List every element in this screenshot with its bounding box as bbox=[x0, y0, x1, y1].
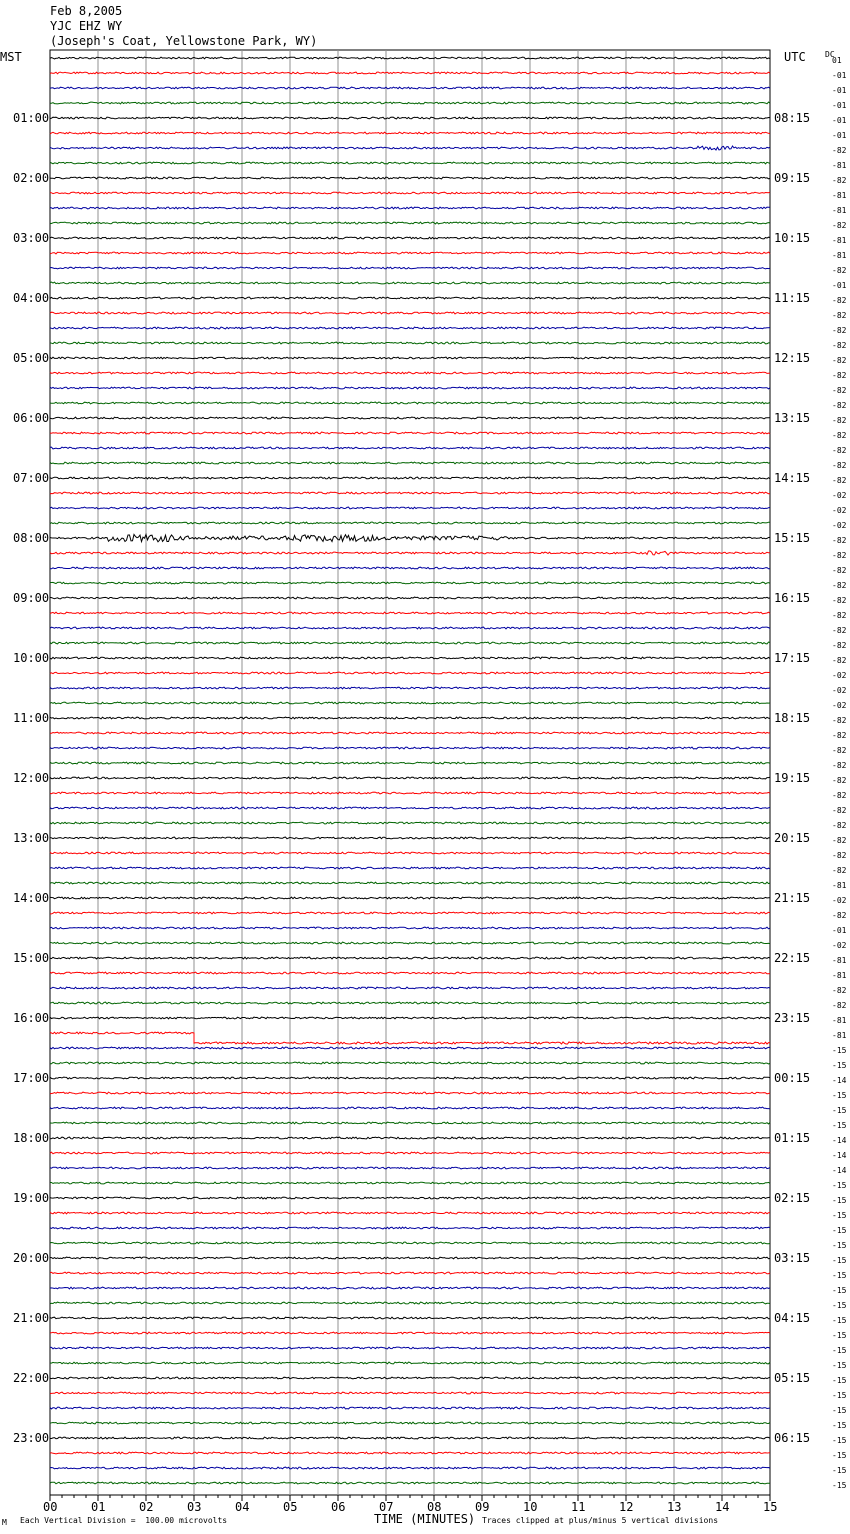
x-tick-label: 00 bbox=[43, 1500, 58, 1514]
dc-offset-label: -02 bbox=[832, 491, 847, 500]
trace-row bbox=[50, 1212, 770, 1214]
right-hour-label: 23:15 bbox=[774, 1011, 811, 1025]
dc-offset-label: -15 bbox=[832, 1391, 847, 1400]
trace-row bbox=[50, 462, 770, 464]
trace-row bbox=[50, 432, 770, 434]
x-tick-label: 03 bbox=[187, 1500, 202, 1514]
dc-offset-label: -82 bbox=[832, 776, 847, 785]
trace-row bbox=[50, 117, 770, 119]
trace-row bbox=[50, 1377, 770, 1379]
trace-row bbox=[50, 252, 770, 254]
dc-offset-label: -15 bbox=[832, 1466, 847, 1475]
trace-row bbox=[50, 717, 770, 719]
dc-offset-label: -81 bbox=[832, 236, 847, 245]
dc-offset-label: -82 bbox=[832, 851, 847, 860]
left-hour-label: 21:00 bbox=[13, 1311, 50, 1325]
trace-row bbox=[50, 822, 770, 824]
dc-offset-label: -81 bbox=[832, 191, 847, 200]
trace-row bbox=[50, 942, 770, 944]
x-tick-label: 15 bbox=[763, 1500, 778, 1514]
right-hour-label: 00:15 bbox=[774, 1071, 811, 1085]
trace-row bbox=[50, 132, 770, 134]
dc-offset-label: -82 bbox=[832, 536, 847, 545]
trace-row bbox=[50, 807, 770, 809]
dc-offset-label: -02 bbox=[832, 941, 847, 950]
trace-row bbox=[50, 1347, 770, 1349]
left-hour-label: 03:00 bbox=[13, 231, 50, 245]
dc-offset-label: -15 bbox=[832, 1361, 847, 1370]
dc-offset-label: -82 bbox=[832, 596, 847, 605]
left-hour-label: 13:00 bbox=[13, 831, 50, 845]
trace-row bbox=[50, 1257, 770, 1259]
trace-row bbox=[50, 1272, 770, 1274]
trace-row bbox=[50, 192, 770, 194]
dc-offset-label: -81 bbox=[832, 161, 847, 170]
left-hour-label: 23:00 bbox=[13, 1431, 50, 1445]
trace-row bbox=[50, 492, 770, 494]
trace-row bbox=[50, 522, 770, 524]
dc-offset-label: -02 bbox=[832, 686, 847, 695]
trace-row bbox=[50, 387, 770, 389]
dc-offset-label: -15 bbox=[832, 1286, 847, 1295]
dc-offset-label: 01 bbox=[832, 56, 842, 65]
trace-row bbox=[50, 732, 770, 734]
trace-row bbox=[50, 417, 770, 419]
dc-offset-label: -01 bbox=[832, 101, 847, 110]
trace-row bbox=[50, 1227, 770, 1229]
dc-offset-label: -15 bbox=[832, 1301, 847, 1310]
dc-offset-label: -82 bbox=[832, 476, 847, 485]
dc-offset-label: -82 bbox=[832, 296, 847, 305]
dc-offset-label: -15 bbox=[832, 1346, 847, 1355]
trace-row bbox=[50, 1182, 770, 1184]
dc-offset-label: -82 bbox=[832, 641, 847, 650]
x-tick-label: 10 bbox=[523, 1500, 538, 1514]
trace-row bbox=[50, 507, 770, 509]
trace-row bbox=[50, 672, 770, 674]
dc-offset-label: -82 bbox=[832, 356, 847, 365]
trace-row bbox=[50, 882, 770, 884]
chart-location: (Joseph's Coat, Yellowstone Park, WY) bbox=[50, 34, 318, 48]
trace-row bbox=[50, 1197, 770, 1199]
right-hour-label: 01:15 bbox=[774, 1131, 811, 1145]
dc-offset-label: -15 bbox=[832, 1271, 847, 1280]
trace-row bbox=[50, 582, 770, 584]
trace-row bbox=[50, 327, 770, 329]
dc-offset-label: -01 bbox=[832, 116, 847, 125]
dc-offset-label: -15 bbox=[832, 1046, 847, 1055]
trace-row bbox=[50, 762, 770, 764]
dc-offset-label: -82 bbox=[832, 911, 847, 920]
trace-row bbox=[50, 162, 770, 164]
right-hour-label: 20:15 bbox=[774, 831, 811, 845]
dc-offset-label: -14 bbox=[832, 1136, 847, 1145]
trace-row bbox=[50, 237, 770, 239]
trace-row bbox=[50, 1287, 770, 1289]
right-hour-label: 04:15 bbox=[774, 1311, 811, 1325]
x-tick-label: 07 bbox=[379, 1500, 394, 1514]
trace-row bbox=[50, 897, 770, 899]
right-hour-label: 22:15 bbox=[774, 951, 811, 965]
dc-offset-label: -82 bbox=[832, 611, 847, 620]
right-hour-label: 06:15 bbox=[774, 1431, 811, 1445]
left-hour-label: 12:00 bbox=[13, 771, 50, 785]
trace-row bbox=[50, 1137, 770, 1139]
dc-offset-label: -01 bbox=[832, 281, 847, 290]
dc-offset-label: -14 bbox=[832, 1166, 847, 1175]
trace-row bbox=[50, 372, 770, 374]
dc-offset-label: -02 bbox=[832, 671, 847, 680]
left-hour-label: 04:00 bbox=[13, 291, 50, 305]
trace-row bbox=[50, 297, 770, 299]
trace-row bbox=[50, 987, 770, 989]
trace-row bbox=[50, 1332, 770, 1334]
trace-row bbox=[50, 102, 770, 104]
dc-offset-label: -15 bbox=[832, 1241, 847, 1250]
trace-row bbox=[50, 312, 770, 314]
trace-row bbox=[50, 1017, 770, 1019]
trace-row bbox=[50, 282, 770, 284]
dc-offset-label: -81 bbox=[832, 881, 847, 890]
left-hour-label: 07:00 bbox=[13, 471, 50, 485]
trace-row bbox=[50, 1422, 770, 1424]
dc-offset-label: -15 bbox=[832, 1181, 847, 1190]
left-axis-title: MST bbox=[0, 50, 22, 64]
right-hour-label: 14:15 bbox=[774, 471, 811, 485]
dc-offset-label: -82 bbox=[832, 731, 847, 740]
right-hour-label: 11:15 bbox=[774, 291, 811, 305]
dc-offset-label: -14 bbox=[832, 1076, 847, 1085]
right-hour-label: 09:15 bbox=[774, 171, 811, 185]
trace-row bbox=[50, 72, 770, 74]
dc-offset-label: -15 bbox=[832, 1436, 847, 1445]
trace-row bbox=[50, 702, 770, 704]
dc-offset-label: -82 bbox=[832, 806, 847, 815]
dc-offset-label: -15 bbox=[832, 1226, 847, 1235]
clip-note: Traces clipped at plus/minus 5 vertical divisions bbox=[482, 1516, 719, 1525]
dc-offset-label: -15 bbox=[832, 1196, 847, 1205]
left-hour-label: 05:00 bbox=[13, 351, 50, 365]
dc-offset-label: -82 bbox=[832, 266, 847, 275]
dc-offset-label: -82 bbox=[832, 746, 847, 755]
dc-offset-label: -14 bbox=[832, 1151, 847, 1160]
dc-offset-label: -15 bbox=[832, 1121, 847, 1130]
dc-offset-label: -81 bbox=[832, 1031, 847, 1040]
right-hour-label: 16:15 bbox=[774, 591, 811, 605]
trace-row bbox=[50, 1032, 770, 1044]
left-hour-label: 19:00 bbox=[13, 1191, 50, 1205]
dc-offset-label: -15 bbox=[832, 1481, 847, 1490]
dc-offset-label: -82 bbox=[832, 341, 847, 350]
x-tick-label: 09 bbox=[475, 1500, 490, 1514]
trace-row bbox=[50, 477, 770, 479]
trace-row bbox=[50, 357, 770, 359]
dc-offset-label: -01 bbox=[832, 131, 847, 140]
dc-offset-label: -02 bbox=[832, 521, 847, 530]
dc-offset-label: -15 bbox=[832, 1451, 847, 1460]
x-tick-label: 02 bbox=[139, 1500, 154, 1514]
left-hour-label: 20:00 bbox=[13, 1251, 50, 1265]
x-tick-label: 08 bbox=[427, 1500, 442, 1514]
dc-offset-label: -15 bbox=[832, 1106, 847, 1115]
dc-offset-label: -81 bbox=[832, 971, 847, 980]
left-hour-label: 09:00 bbox=[13, 591, 50, 605]
trace-row bbox=[50, 177, 770, 179]
x-tick-label: 04 bbox=[235, 1500, 250, 1514]
dc-offset-label: -82 bbox=[832, 446, 847, 455]
dc-offset-label: -82 bbox=[832, 566, 847, 575]
trace-row bbox=[50, 87, 770, 89]
trace-row bbox=[50, 551, 770, 555]
dc-offset-label: -82 bbox=[832, 311, 847, 320]
right-hour-label: 02:15 bbox=[774, 1191, 811, 1205]
dc-offset-label: -81 bbox=[832, 956, 847, 965]
dc-offset-label: -82 bbox=[832, 1001, 847, 1010]
trace-row bbox=[50, 927, 770, 929]
trace-row bbox=[50, 777, 770, 779]
right-hour-label: 21:15 bbox=[774, 891, 811, 905]
trace-row bbox=[50, 567, 770, 569]
right-hour-label: 13:15 bbox=[774, 411, 811, 425]
left-hour-label: 02:00 bbox=[13, 171, 50, 185]
dc-offset-label: -81 bbox=[832, 1016, 847, 1025]
dc-offset-label: -82 bbox=[832, 401, 847, 410]
dc-offset-label: -15 bbox=[832, 1316, 847, 1325]
right-hour-label: 05:15 bbox=[774, 1371, 811, 1385]
dc-offset-label: -02 bbox=[832, 701, 847, 710]
trace-row bbox=[50, 1452, 770, 1454]
x-tick-label: 01 bbox=[91, 1500, 106, 1514]
dc-offset-label: -82 bbox=[832, 176, 847, 185]
left-hour-label: 15:00 bbox=[13, 951, 50, 965]
left-hour-label: 10:00 bbox=[13, 651, 50, 665]
trace-row bbox=[50, 1122, 770, 1124]
dc-offset-label: -82 bbox=[832, 326, 847, 335]
dc-offset-label: -82 bbox=[832, 221, 847, 230]
trace-row bbox=[50, 1482, 770, 1484]
trace-row bbox=[50, 1062, 770, 1064]
dc-offset-label: -82 bbox=[832, 431, 847, 440]
trace-row bbox=[50, 627, 770, 629]
chart-station: YJC EHZ WY bbox=[50, 19, 123, 33]
trace-row bbox=[50, 267, 770, 269]
dc-offset-label: -82 bbox=[832, 866, 847, 875]
trace-row bbox=[50, 837, 770, 839]
left-hour-label: 16:00 bbox=[13, 1011, 50, 1025]
dc-offset-label: -15 bbox=[832, 1256, 847, 1265]
trace-row bbox=[50, 534, 770, 541]
dc-offset-label: -15 bbox=[832, 1091, 847, 1100]
dc-offset-label: -01 bbox=[832, 71, 847, 80]
trace-row bbox=[50, 1167, 770, 1169]
trace-row bbox=[50, 1152, 770, 1154]
right-hour-label: 12:15 bbox=[774, 351, 811, 365]
right-hour-label: 08:15 bbox=[774, 111, 811, 125]
dc-offset-label: -82 bbox=[832, 821, 847, 830]
trace-row bbox=[50, 657, 770, 659]
x-tick-label: 12 bbox=[619, 1500, 634, 1514]
trace-row bbox=[50, 1407, 770, 1409]
dc-offset-label: -01 bbox=[832, 926, 847, 935]
right-hour-label: 03:15 bbox=[774, 1251, 811, 1265]
trace-row bbox=[50, 747, 770, 749]
dc-offset-label: -15 bbox=[832, 1331, 847, 1340]
x-tick-label: 05 bbox=[283, 1500, 298, 1514]
trace-row bbox=[50, 57, 770, 59]
trace-row bbox=[50, 1107, 770, 1109]
dc-offset-label: -01 bbox=[832, 86, 847, 95]
trace-row bbox=[50, 852, 770, 854]
trace-row bbox=[50, 207, 770, 209]
dc-offset-label: -82 bbox=[832, 416, 847, 425]
x-axis-title: TIME (MINUTES) bbox=[374, 1512, 476, 1526]
x-tick-label: 06 bbox=[331, 1500, 346, 1514]
right-hour-label: 17:15 bbox=[774, 651, 811, 665]
left-hour-label: 18:00 bbox=[13, 1131, 50, 1145]
trace-row bbox=[50, 597, 770, 599]
trace-row bbox=[50, 1242, 770, 1244]
dc-offset-label: -15 bbox=[832, 1061, 847, 1070]
trace-row bbox=[50, 1047, 770, 1049]
dc-offset-label: -82 bbox=[832, 986, 847, 995]
right-hour-label: 15:15 bbox=[774, 531, 811, 545]
left-hour-label: 14:00 bbox=[13, 891, 50, 905]
dc-offset-label: -82 bbox=[832, 836, 847, 845]
trace-row bbox=[50, 612, 770, 614]
trace-row bbox=[50, 1467, 770, 1469]
left-hour-label: 17:00 bbox=[13, 1071, 50, 1085]
dc-offset-label: -82 bbox=[832, 791, 847, 800]
trace-row bbox=[50, 222, 770, 224]
dc-offset-label: -82 bbox=[832, 461, 847, 470]
trace-row bbox=[50, 1077, 770, 1079]
trace-row bbox=[50, 402, 770, 404]
trace-row bbox=[50, 1302, 770, 1304]
trace-row bbox=[50, 792, 770, 794]
dc-offset-label: -02 bbox=[832, 506, 847, 515]
trace-row bbox=[50, 1002, 770, 1004]
dc-offset-label: -82 bbox=[832, 146, 847, 155]
scale-note: Each Vertical Division = 100.00 microvolts bbox=[20, 1516, 228, 1525]
trace-row bbox=[50, 687, 770, 689]
trace-row bbox=[50, 867, 770, 869]
left-hour-label: 01:00 bbox=[13, 111, 50, 125]
trace-row bbox=[50, 642, 770, 644]
dc-offset-label: -15 bbox=[832, 1406, 847, 1415]
trace-row bbox=[50, 1092, 770, 1094]
dc-offset-label: -82 bbox=[832, 581, 847, 590]
trace-row bbox=[50, 1362, 770, 1364]
dc-offset-label: -82 bbox=[832, 626, 847, 635]
left-hour-label: 08:00 bbox=[13, 531, 50, 545]
x-tick-label: 13 bbox=[667, 1500, 682, 1514]
x-tick-label: 11 bbox=[571, 1500, 586, 1514]
dc-offset-label: -82 bbox=[832, 371, 847, 380]
dc-offset-label: -82 bbox=[832, 716, 847, 725]
trace-row bbox=[50, 342, 770, 344]
dc-offset-label: -82 bbox=[832, 386, 847, 395]
dc-offset-label: -82 bbox=[832, 656, 847, 665]
trace-row bbox=[50, 912, 770, 914]
corner-mark: M bbox=[2, 1518, 7, 1527]
left-hour-label: 22:00 bbox=[13, 1371, 50, 1385]
dc-offset-label: -82 bbox=[832, 551, 847, 560]
trace-row bbox=[50, 1317, 770, 1319]
right-hour-label: 10:15 bbox=[774, 231, 811, 245]
right-hour-label: 18:15 bbox=[774, 711, 811, 725]
dc-offset-label: -82 bbox=[832, 761, 847, 770]
left-hour-label: 06:00 bbox=[13, 411, 50, 425]
trace-row bbox=[50, 1437, 770, 1439]
dc-offset-label: -02 bbox=[832, 896, 847, 905]
right-axis-title: UTC bbox=[784, 50, 806, 64]
right-hour-label: 19:15 bbox=[774, 771, 811, 785]
dc-offset-label: -15 bbox=[832, 1211, 847, 1220]
trace-row bbox=[50, 447, 770, 449]
dc-offset-label: -15 bbox=[832, 1421, 847, 1430]
dc-column-title: DC bbox=[825, 50, 835, 59]
trace-row bbox=[50, 972, 770, 974]
dc-offset-label: -81 bbox=[832, 251, 847, 260]
dc-offset-label: -81 bbox=[832, 206, 847, 215]
trace-row bbox=[50, 1392, 770, 1394]
trace-row bbox=[50, 146, 770, 150]
trace-row bbox=[50, 957, 770, 959]
dc-offset-label: -15 bbox=[832, 1376, 847, 1385]
left-hour-label: 11:00 bbox=[13, 711, 50, 725]
chart-date: Feb 8,2005 bbox=[50, 4, 123, 18]
x-tick-label: 14 bbox=[715, 1500, 730, 1514]
